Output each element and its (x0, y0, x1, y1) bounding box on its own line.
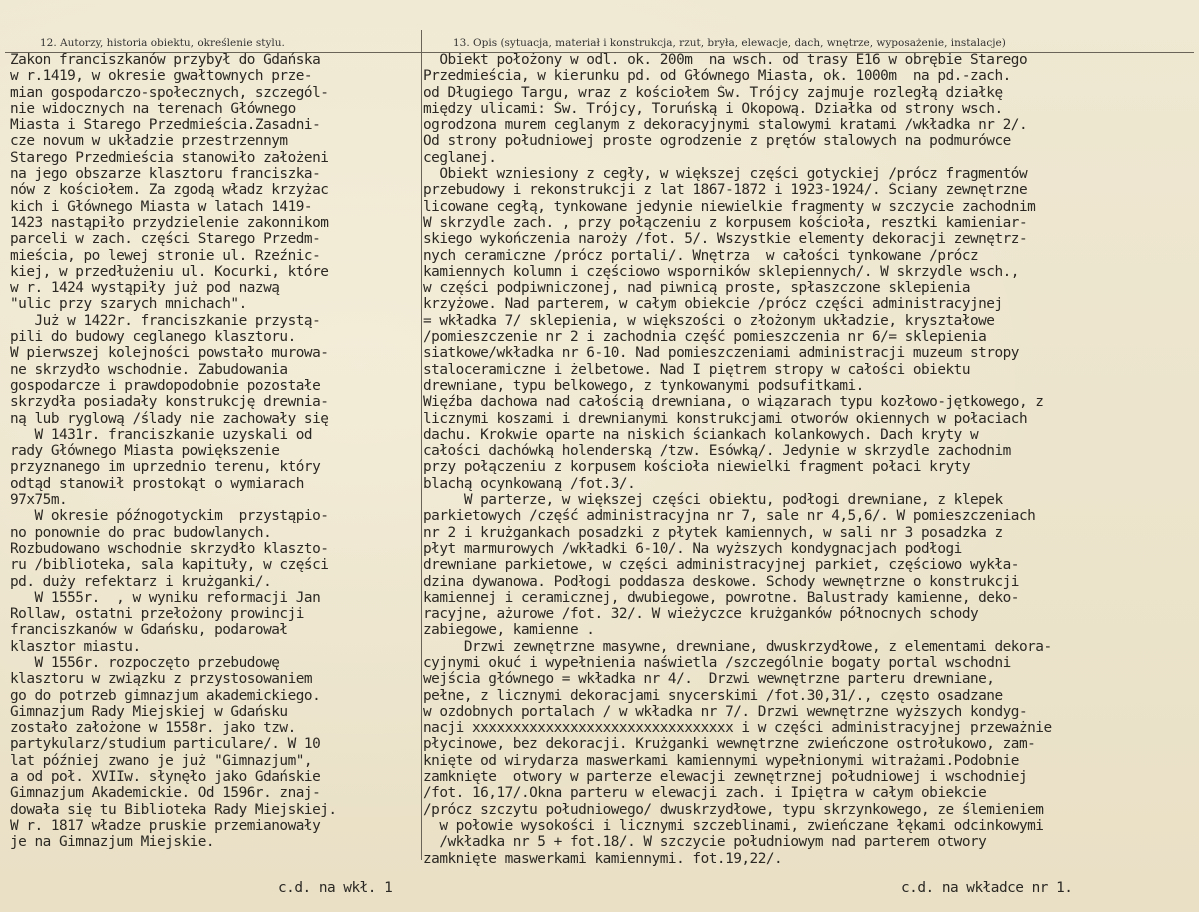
text-line: 97x75m. (10, 492, 68, 509)
text-line: Obiekt położony w odl. ok. 200m na wsch. od trasy E16 w obrębie Starego (423, 52, 1028, 68)
text-line: w r.1419, w okresie gwałtownych prze- (10, 68, 313, 85)
text-line: W okresie późnogotyckim przystąpio- (10, 508, 329, 525)
text-line: Starego Przedmieścia stanowiło założeni (10, 149, 329, 166)
text-line: nr 2 i krużgankach posadzki z płytek kamiennych, w sali nr 3 posadzka z (423, 524, 1003, 541)
text-line: no ponownie do prac budowlanych. (10, 524, 272, 541)
text-line: płycinowe, bez dekoracji. Krużganki wewnętrzne zwieńczone ostrołukowo, zam- (423, 736, 1036, 753)
text-line: go do potrzeb gimnazjum akademickiego. (10, 687, 321, 704)
text-line: W pierwszej kolejności powstało murowa- (10, 345, 329, 362)
text-line: klasztor miastu. (10, 638, 141, 655)
text-line: przebudowy i rekonstrukcji z lat 1867-1872 i 1923-1924/. Ściany zewnętrzne (423, 182, 1028, 199)
text-line: Drzwi zewnętrzne masywne, drewniane, dwuskrzydłowe, z elementami dekora- (423, 638, 1052, 655)
text-line: Rozbudowano wschodnie skrzydło klaszto- (10, 540, 329, 557)
description-text-column (423, 52, 1195, 867)
text-line: w ozdobnych portalach / w wkładka nr 7/. Drzwi wewnętrzne wyższych kondyg- (423, 703, 1028, 720)
text-line: kamiennych kolumn i częściowo wsporników sklepiennych/. W skrzydle wsch., (423, 263, 1019, 280)
text-line: kiej, w przedłużeniu ul. Kocurki, które (10, 263, 329, 280)
text-line: Więźba dachowa nad całością drewniana, o wiązarach typu kozłowo-jętkowego, z (423, 394, 1044, 411)
text-line: W r. 1817 władze pruskie przemianowały (10, 817, 321, 834)
text-line: knięte od wirydarza maswerkami kamiennymi wypełnionymi witrażami.Podobnie (423, 752, 1019, 769)
text-line: /pomieszczenie nr 2 i zachodnia część pomieszczenia nr 6/= sklepienia (423, 329, 987, 346)
text-line: płyt marmurowych /wkładki 6-10/. Na wyższych kondygnacjach podłogi (423, 540, 962, 557)
text-line: dachu. Krokwie oparte na niskich ściankach kolankowych. Dach kryty w (423, 426, 979, 443)
text-line: siatkowe/wkładka nr 6-10. Nad pomieszczeniami administracji muzeum stropy (423, 345, 1019, 362)
text-line: mian gospodarczo-społecznych, szczegól- (10, 84, 329, 101)
text-line: 1423 nastąpiło przydzielenie zakonnikom (10, 214, 329, 231)
text-line: licznymi koszami i drewnianymi konstrukcjami otworów okiennych w połaciach (423, 410, 1028, 427)
text-line: cze novum w układzie przestrzennym (10, 133, 288, 150)
text-line: je na Gimnazjum Miejskie. (10, 834, 215, 851)
text-line: licowane cegłą, tynkowane jedynie niewielkie fragmenty w szczycie zachodnim (423, 198, 1036, 215)
text-line: ną lub ryglową /ślady nie zachowały się (10, 410, 329, 427)
text-line: racyjne, ażurowe /fot. 32/. W wieżyczce krużganków północnych schody (423, 606, 979, 623)
text-line: na jego obszarze klasztoru franciszka- (10, 166, 321, 183)
text-line: W 1431r. franciszkanie uzyskali od (10, 426, 313, 443)
text-line: Miasta i Starego Przedmieścia.Zasadni- (10, 117, 321, 134)
text-line: zamknięte otwory w parterze elewacji zewnętrznej południowej i wschodniej (423, 769, 1028, 786)
column-divider (421, 30, 422, 860)
text-line: Gimnazjum Rady Miejskiej w Gdańsku (10, 703, 288, 720)
text-line: Przedmieścia, w kierunku pd. od Głównego Miasta, ok. 1000m na pd.-zach. (423, 68, 1011, 85)
text-line: w połowie wysokości i licznymi szczeblinami, zwieńczane łękami odcinkowymi (423, 817, 1044, 834)
text-line: W parterze, w większej części obiektu, podłogi drewniane, z klepek (423, 492, 1003, 509)
text-line: skrzydła posiadały konstrukcję drewnia- (10, 394, 329, 411)
text-line: a od poł. XVIIw. słynęło jako Gdańskie (10, 769, 321, 786)
continuation-note-left: c.d. na wkł. 1 (278, 880, 393, 896)
text-line: w r. 1424 wystąpiły już pod nazwą (10, 280, 280, 297)
text-line: kich i Głównego Miasta w latach 1419- (10, 198, 313, 215)
text-line: zamknięte maswerkami kamiennymi. fot.19,22/. (423, 850, 783, 867)
text-line: między ulicami: Św. Trójcy, Toruńską i Okopową. Działka od strony wsch. (423, 100, 1003, 117)
text-line: wejścia głównego = wkładka nr 4/. Drzwi wewnętrzne parteru drewniane, (423, 671, 995, 688)
text-line: od Długiego Targu, wraz z kościołem Św. Trójcy zajmuje rozległą działkę (423, 84, 1003, 101)
text-line: skiego wykończenia naroży /fot. 5/. Wszystkie elementy dekoracji zewnętrz- (423, 231, 1028, 248)
text-line: partykularz/studium particulare/. W 10 (10, 736, 321, 753)
text-line: rady Głównego Miasta powiększenie (10, 443, 280, 460)
text-line: lat później zwano je już "Gimnazjum", (10, 752, 313, 769)
text-line: kamiennej i ceramicznej, dwubiegowe, powrotne. Balustrady kamienne, deko- (423, 589, 1019, 606)
text-line: nie widocznych na terenach Głównego (10, 100, 296, 117)
text-line: nacji xxxxxxxxxxxxxxxxxxxxxxxxxxxxxxxx i w części administracyjnej przeważnie (423, 720, 1052, 737)
text-line: Gimnazjum Akademickie. Od 1596r. znaj- (10, 785, 321, 802)
text-line: /fot. 16,17/.Okna parteru w elewacji zach. i Ipiętra w całym obiekcie (423, 785, 987, 802)
text-line: Zakon franciszkanów przybył do Gdańska (10, 52, 321, 68)
section-13-heading: 13. Opis (sytuacja, materiał i konstrukcja, rzut, bryła, elewacje, dach, wnętrze, wyposażenie, instalacje) (453, 37, 1006, 49)
text-line: gospodarcze i prawdopodobnie pozostałe (10, 377, 321, 394)
text-line: w części podpiwniczonej, nad piwnicą proste, spłaszczone sklepienia (423, 280, 970, 297)
continuation-note-right: c.d. na wkładce nr 1. (901, 880, 1073, 896)
text-line: staloceramiczne i żelbetowe. Nad I piętrem stropy w całości obiektu (423, 361, 970, 378)
text-line: Obiekt wzniesiony z cegły, w większej części gotyckiej /prócz fragmentów (423, 166, 1028, 183)
text-line: mieścia, po lewej stronie ul. Rzeźnic- (10, 247, 321, 264)
text-line: Od strony południowej proste ogrodzenie z prętów stalowych na podmurówce (423, 133, 1011, 150)
text-line: Już w 1422r. franciszkanie przystą- (10, 312, 321, 329)
text-line: dzina dywanowa. Podłogi poddasza deskowe. Schody wewnętrzne o konstrukcji (423, 573, 1019, 590)
text-line: cyjnymi okuć i wypełnienia naświetla /szczególnie bogaty portal wschodni (423, 654, 1011, 671)
text-line: blachą ocynkowaną /fot.3/. (423, 475, 636, 492)
text-line: ne skrzydło wschodnie. Zabudowania (10, 361, 288, 378)
text-line: W 1555r. , w wyniku reformacji Jan (10, 589, 321, 606)
text-line: /wkładka nr 5 + fot.18/. W szczycie południowym nad parterem otwory (423, 834, 987, 851)
text-line: pd. duży refektarz i krużganki/. (10, 573, 272, 590)
text-line: W 1556r. rozpoczęto przebudowę (10, 654, 280, 671)
text-line: odtąd stanowił prostokąt o wymiarach (10, 475, 304, 492)
text-line: parceli w zach. części Starego Przedm- (10, 231, 321, 248)
text-line: przyznanego im uprzednio terenu, który (10, 459, 321, 476)
text-line: klasztoru w związku z przystosowaniem (10, 671, 313, 688)
text-line: pełne, z licznymi dekoracjami snycerskimi /fot.30,31/., często osadzane (423, 687, 1003, 704)
text-line: nych ceramiczne /prócz portali/. Wnętrza w całości tynkowane /prócz (423, 247, 979, 264)
text-line: "ulic przy szarych mnichach". (10, 296, 247, 313)
text-line: zabiegowe, kamienne . (423, 622, 595, 639)
text-line: franciszkanów w Gdańsku, podarował (10, 622, 288, 639)
text-line: drewniane parkietowe, w części administracyjnej parkiet, częściowo wykła- (423, 557, 1019, 574)
text-line: pili do budowy ceglanego klasztoru. (10, 329, 296, 346)
text-line: drewniane, typu belkowego, z tynkowanymi podsufitkami. (423, 377, 864, 394)
text-line: W skrzydle zach. , przy połączeniu z korpusem kościoła, resztki kamieniar- (423, 214, 1028, 231)
history-text-column (10, 52, 415, 851)
text-line: całości dachówką holenderską /tzw. Esówką/. Jedynie w skrzydle zachodnim (423, 443, 1011, 460)
section-12-heading: 12. Autorzy, historia obiektu, określenie stylu. (40, 37, 285, 49)
text-line: nów z kościołem. Za zgodą władz krzyżac (10, 182, 329, 199)
text-line: ru /biblioteka, sala kapituły, w części (10, 557, 329, 574)
text-line: parkietowych /część administracyjna nr 7, sale nr 4,5,6/. W pomieszczeniach (423, 508, 1036, 525)
text-line: ogrodzona murem ceglanym z dekoracyjnymi stalowymi kratami /wkładka nr 2/. (423, 117, 1028, 134)
text-line: /prócz szczytu południowego/ dwuskrzydłowe, typu skrzynkowego, ze ślemieniem (423, 801, 1044, 818)
text-line: Rollaw, ostatni przełożony prowincji (10, 606, 304, 623)
text-line: krzyżowe. Nad parterem, w całym obiekcie /prócz części administracyjnej (423, 296, 1003, 313)
text-line: zostało założone w 1558r. jako tzw. (10, 720, 296, 737)
text-line: = wkładka 7/ sklepienia, w większości o złożonym układzie, kryształowe (423, 312, 995, 329)
text-line: dowała się tu Biblioteka Rady Miejskiej. (10, 801, 337, 818)
text-line: ceglanej. (423, 149, 497, 166)
text-line: przy połączeniu z korpusem kościoła niewielki fragment połaci kryty (423, 459, 970, 476)
